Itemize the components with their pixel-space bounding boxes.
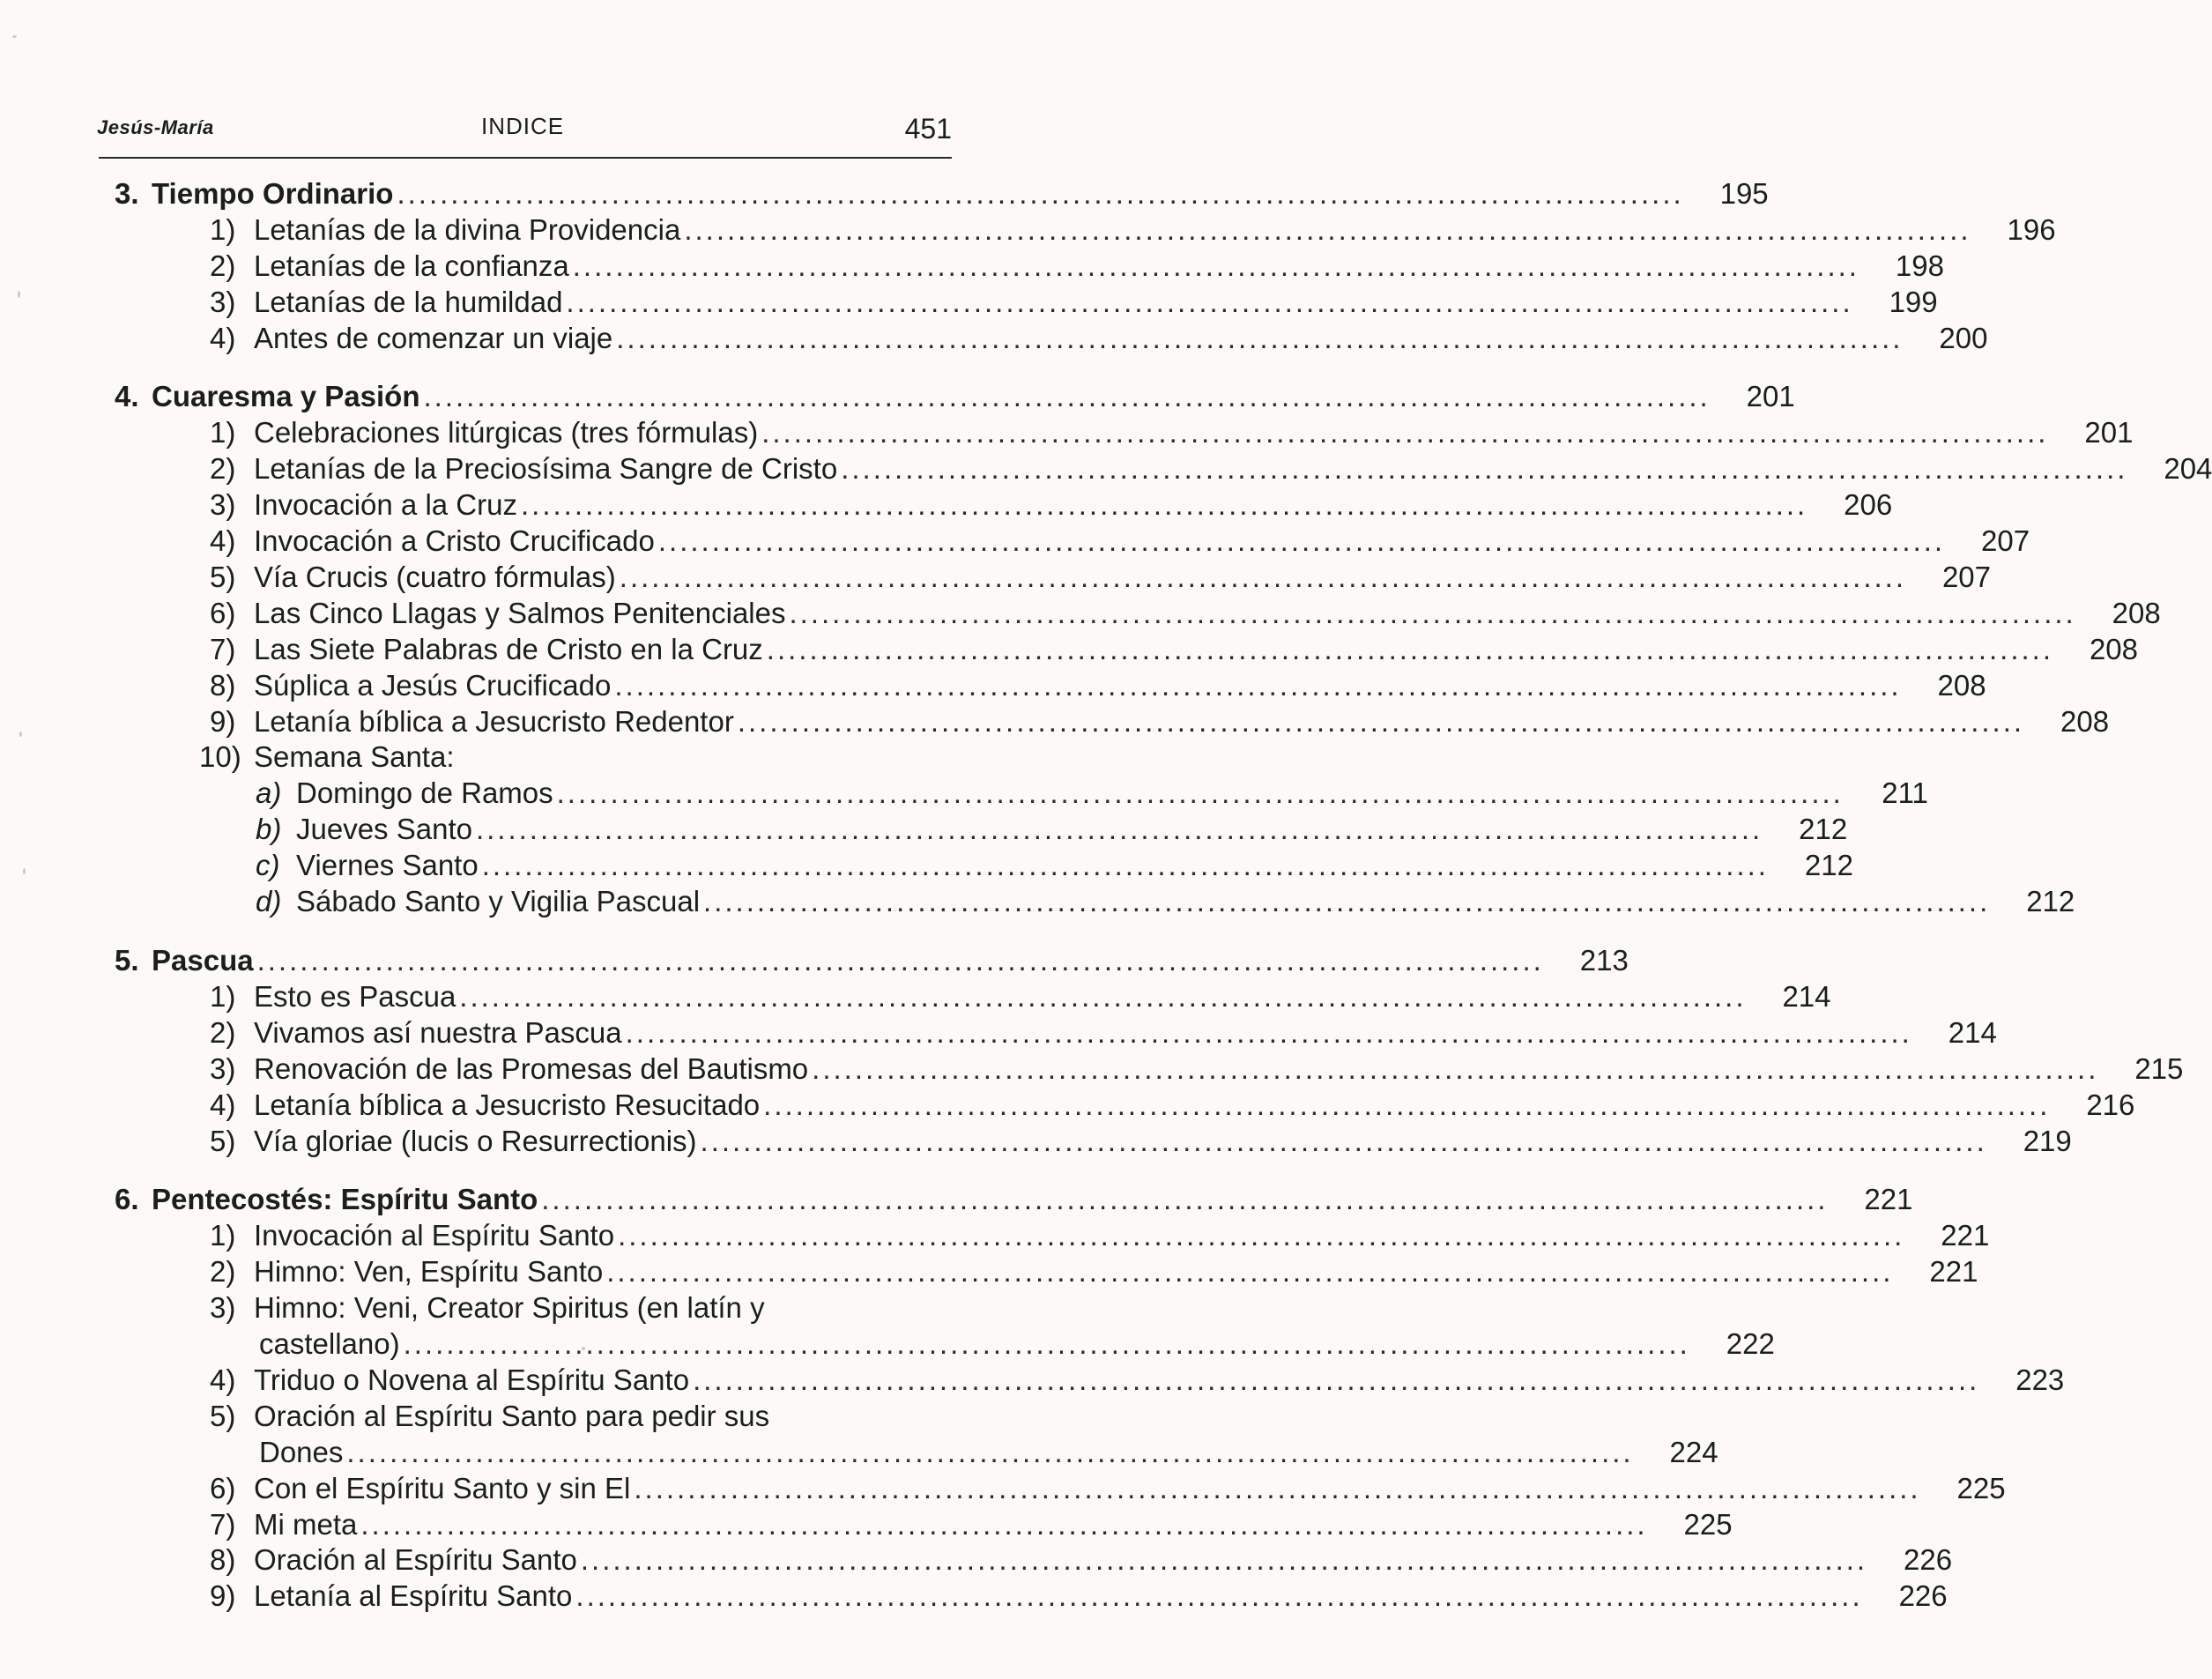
- toc-page-number: 212: [1799, 813, 1848, 845]
- toc-number: 3): [210, 1291, 236, 1324]
- toc-title: Viernes Santo: [296, 849, 479, 881]
- toc-number: a): [256, 776, 282, 809]
- toc-title: Letanías de la confianza: [254, 249, 569, 282]
- toc-page-number: 204: [2164, 452, 2212, 485]
- toc-page-number: 196: [2007, 213, 2056, 246]
- scan-speck: [23, 868, 26, 874]
- toc-section: [115, 176, 1769, 212]
- toc-number: 4): [210, 322, 236, 354]
- toc-item: [210, 451, 2212, 487]
- toc-number: 1): [210, 213, 236, 246]
- toc-number: 5): [210, 561, 236, 593]
- toc-title: Mi meta: [254, 1508, 358, 1541]
- toc-item: [210, 596, 2161, 631]
- toc-item: [210, 1363, 2065, 1398]
- toc-title: Con el Espíritu Santo y sin El: [254, 1472, 631, 1504]
- toc-page-number: 225: [1956, 1472, 2006, 1504]
- scan-speck: [19, 732, 22, 737]
- toc-title: Celebraciones litúrgicas (tres fórmulas): [254, 416, 759, 449]
- toc-title: Esto es Pascua: [254, 980, 457, 1013]
- toc-title: Antes de comenzar un viaje: [254, 322, 613, 354]
- toc-leader-dots: ........................................................................................................................: [423, 380, 1711, 412]
- toc-leader-dots: ........................................................................................................................: [812, 1052, 2099, 1085]
- toc-title: Jueves Santo: [296, 813, 472, 845]
- toc-subitem: [256, 848, 1853, 883]
- toc-title: Dones: [259, 1436, 344, 1468]
- toc-number: 5): [210, 1400, 236, 1432]
- toc-item: [210, 212, 2056, 248]
- toc-leader-dots: ........................................................................................................................: [700, 1125, 1987, 1157]
- toc-title: Himno: Ven, Espíritu Santo: [254, 1255, 604, 1288]
- toc-title: Letanía al Espíritu Santo: [254, 1579, 573, 1612]
- toc-item: [210, 668, 1986, 703]
- toc-item: [210, 560, 1991, 595]
- toc-subitem: [256, 812, 1848, 847]
- toc-page-number: 223: [2015, 1363, 2065, 1396]
- toc-item: [210, 1579, 1948, 1614]
- running-header: [97, 113, 952, 153]
- toc-title: Cuaresma y Pasión: [152, 380, 420, 412]
- toc-title: Triduo o Novena al Espíritu Santo: [254, 1363, 690, 1396]
- toc-number: 9): [210, 1579, 236, 1612]
- toc-number: 9): [210, 705, 236, 738]
- toc-page-number: 200: [1939, 322, 1988, 354]
- toc-title: Las Cinco Llagas y Salmos Penitenciales: [254, 597, 786, 629]
- toc-number: 3): [210, 488, 236, 521]
- toc-number: 4): [210, 524, 236, 557]
- toc-item: [210, 1218, 1990, 1253]
- toc-leader-dots: ........................................................................................................................: [766, 633, 2054, 665]
- toc-item: [210, 1051, 2184, 1087]
- toc-page-number: 195: [1719, 177, 1769, 210]
- toc-leader-dots: ........................................................................................................................: [737, 705, 2025, 738]
- toc-item: [259, 1435, 1718, 1470]
- header-title: INDICE: [481, 113, 565, 139]
- toc-leader-dots: ........................................................................................................................: [616, 322, 1904, 354]
- toc-subitem: [256, 884, 2075, 919]
- toc-item: [210, 415, 2134, 450]
- toc-number: 4): [210, 1363, 236, 1396]
- toc-item: [210, 321, 1988, 356]
- toc-number: 3): [210, 286, 236, 318]
- toc-page-number: 212: [1804, 849, 1853, 881]
- toc-page-number: 225: [1683, 1508, 1733, 1541]
- toc-page-number: 199: [1889, 286, 1938, 318]
- toc-leader-dots: ........................................................................................................................: [614, 669, 1902, 702]
- toc-title: Vivamos así nuestra Pascua: [254, 1016, 622, 1049]
- toc-page-number: 198: [1895, 249, 1944, 282]
- toc-number: 6): [210, 1472, 236, 1504]
- toc-item: [210, 249, 1944, 284]
- toc-title: Letanía bíblica a Jesucristo Resucitado: [254, 1088, 761, 1121]
- toc-page-number: 208: [2112, 597, 2161, 629]
- toc-item: [210, 1290, 956, 1326]
- toc-leader-dots: ........................................................................................................................: [657, 524, 1946, 557]
- toc-page-number: 206: [1844, 488, 1893, 521]
- toc-leader-dots: ........................................................................................................................: [703, 885, 1991, 918]
- toc-item: [210, 285, 1938, 320]
- toc-leader-dots: ........................................................................................................................: [475, 813, 1763, 845]
- toc-leader-dots: ........................................................................................................................: [566, 286, 1853, 318]
- toc-page-number: 212: [2026, 885, 2075, 918]
- toc-leader-dots: ........................................................................................................................: [693, 1363, 1980, 1396]
- toc-number: 1): [210, 980, 236, 1013]
- toc-page-number: 222: [1726, 1327, 1775, 1360]
- toc-number: 8): [210, 1543, 236, 1576]
- toc-title: Vía Crucis (cuatro fórmulas): [254, 561, 616, 593]
- toc-leader-dots: ........................................................................................................................: [789, 597, 2076, 629]
- toc-title: Invocación al Espíritu Santo: [254, 1219, 615, 1252]
- toc-number: 4.: [115, 380, 139, 412]
- toc-page-number: 214: [1948, 1016, 1997, 1049]
- toc-number: 6): [210, 597, 236, 629]
- toc-number: 6.: [115, 1183, 139, 1215]
- toc-number: b): [256, 813, 282, 845]
- toc-leader-dots: ........................................................................................................................: [763, 1088, 2051, 1121]
- toc-title: Letanía bíblica a Jesucristo Redentor: [254, 705, 734, 738]
- toc-title: Semana Santa:: [254, 740, 455, 773]
- toc-item: [210, 704, 2110, 739]
- toc-item: [210, 1542, 1953, 1578]
- toc-item: [210, 524, 2030, 559]
- toc-page-number: 207: [1981, 524, 2030, 557]
- toc-page-number: 201: [2084, 416, 2134, 449]
- toc-title: Tiempo Ordinario: [152, 177, 394, 210]
- header-page-number: 451: [904, 113, 952, 145]
- toc-title: Domingo de Ramos: [296, 776, 553, 809]
- toc-leader-dots: ........................................................................................................................: [618, 1219, 1905, 1252]
- toc-title: Renovación de las Promesas del Bautismo: [254, 1052, 809, 1085]
- toc-leader-dots: ........................................................................................................................: [684, 213, 1971, 246]
- toc-page-number: 221: [1941, 1219, 1990, 1252]
- toc-number: d): [256, 885, 282, 918]
- toc-page-number: 208: [1937, 669, 1986, 702]
- scan-speck: [18, 291, 20, 298]
- toc-item: [259, 1326, 1775, 1362]
- header-author: Jesús-María: [97, 116, 214, 138]
- toc-number: 3.: [115, 177, 139, 210]
- toc-title: Oración al Espíritu Santo: [254, 1543, 577, 1576]
- toc-title: castellano): [259, 1327, 400, 1360]
- toc-number: 10): [199, 740, 241, 773]
- toc-leader-dots: ........................................................................................................................: [606, 1255, 1894, 1288]
- toc-leader-dots: ........................................................................................................................: [556, 776, 1844, 809]
- toc-item: [210, 1399, 956, 1434]
- toc-leader-dots: ........................................................................................................................: [403, 1327, 1690, 1360]
- toc-item: [210, 1015, 1997, 1051]
- toc-number: 5.: [115, 944, 139, 977]
- toc-page-number: 208: [2060, 705, 2110, 738]
- toc-leader-dots: ........................................................................................................................: [459, 980, 1747, 1013]
- toc-section: [115, 379, 1795, 414]
- toc-title: Invocación a la Cruz: [254, 488, 517, 521]
- toc-item: [210, 979, 1831, 1014]
- toc-number: c): [256, 849, 280, 881]
- toc-item: [210, 1124, 2072, 1159]
- toc-leader-dots: ........................................................................................................................: [841, 452, 2128, 485]
- toc-item: [210, 1254, 1978, 1289]
- header-rule: [99, 157, 952, 159]
- scan-speck: [12, 35, 17, 38]
- toc-leader-dots: ........................................................................................................................: [625, 1016, 1912, 1049]
- toc-page-number: 207: [1941, 561, 1991, 593]
- toc-leader-dots: ........................................................................................................................: [634, 1472, 1921, 1504]
- toc-number: 7): [210, 1508, 236, 1541]
- toc-leader-dots: ........................................................................................................................: [580, 1543, 1868, 1576]
- toc-title: Himno: Veni, Creator Spiritus (en latín y: [254, 1291, 765, 1324]
- toc-leader-dots: ........................................................................................................................: [761, 416, 2049, 449]
- toc-leader-dots: ........................................................................................................................: [256, 944, 1544, 977]
- toc-section: [115, 1182, 1913, 1217]
- toc-leader-dots: ........................................................................................................................: [520, 488, 1808, 521]
- toc-page-number: 211: [1882, 776, 1928, 809]
- toc-number: 4): [210, 1088, 236, 1121]
- toc-page-number: 221: [1929, 1255, 1978, 1288]
- toc-leader-dots: ........................................................................................................................: [360, 1508, 1648, 1541]
- toc-item: [210, 487, 1893, 523]
- toc-page-number: 208: [2089, 633, 2139, 665]
- toc-title: Sábado Santo y Vigilia Pascual: [296, 885, 701, 918]
- toc-number: 5): [210, 1125, 236, 1157]
- toc-item: [210, 1088, 2135, 1123]
- toc-page-number: 219: [2023, 1125, 2072, 1157]
- toc-number: 2): [210, 249, 236, 282]
- toc-page-number: 201: [1746, 380, 1795, 412]
- toc-title: Letanías de la divina Providencia: [254, 213, 681, 246]
- toc-leader-dots: ........................................................................................................................: [541, 1183, 1829, 1215]
- toc-page-number: 226: [1904, 1543, 1953, 1576]
- toc-page-number: 216: [2086, 1088, 2135, 1121]
- toc-leader-dots: ........................................................................................................................: [572, 249, 1859, 282]
- toc-number: 3): [210, 1052, 236, 1085]
- toc-number: 2): [210, 452, 236, 485]
- toc-leader-dots: ........................................................................................................................: [481, 849, 1769, 881]
- toc-title: Las Siete Palabras de Cristo en la Cruz: [254, 633, 763, 665]
- toc-leader-dots: ........................................................................................................................: [575, 1579, 1863, 1612]
- toc-item: [199, 739, 956, 775]
- toc-number: 7): [210, 633, 236, 665]
- toc-leader-dots: ........................................................................................................................: [346, 1436, 1634, 1468]
- toc-number: 2): [210, 1255, 236, 1288]
- toc-number: 2): [210, 1016, 236, 1049]
- toc-number: 1): [210, 416, 236, 449]
- toc-page-number: 213: [1579, 944, 1629, 977]
- toc-item: [210, 1471, 2006, 1506]
- toc-item: [210, 1507, 1733, 1542]
- toc-number: 8): [210, 669, 236, 702]
- toc-subitem: [256, 776, 1928, 811]
- toc-title: Oración al Espíritu Santo para pedir sus: [254, 1400, 770, 1432]
- toc-page-number: 226: [1898, 1579, 1948, 1612]
- toc-page-number: 214: [1782, 980, 1831, 1013]
- toc-title: Letanías de la Preciosísima Sangre de Cristo: [254, 452, 838, 485]
- toc-title: Letanías de la humildad: [254, 286, 563, 318]
- toc-leader-dots: ........................................................................................................................: [619, 561, 1906, 593]
- toc-title: Invocación a Cristo Crucificado: [254, 524, 655, 557]
- toc-number: 1): [210, 1219, 236, 1252]
- toc-page-number: 215: [2134, 1052, 2184, 1085]
- toc-page-number: 221: [1864, 1183, 1913, 1215]
- toc-section: [115, 943, 1629, 978]
- toc-leader-dots: ........................................................................................................................: [397, 177, 1684, 210]
- toc-item: [210, 632, 2139, 667]
- toc-title: Pentecostés: Espíritu Santo: [152, 1183, 538, 1215]
- toc-title: Vía gloriae (lucis o Resurrectionis): [254, 1125, 697, 1157]
- toc-title: Pascua: [152, 944, 254, 977]
- toc-title: Súplica a Jesús Crucificado: [254, 669, 612, 702]
- toc-page-number: 224: [1669, 1436, 1718, 1468]
